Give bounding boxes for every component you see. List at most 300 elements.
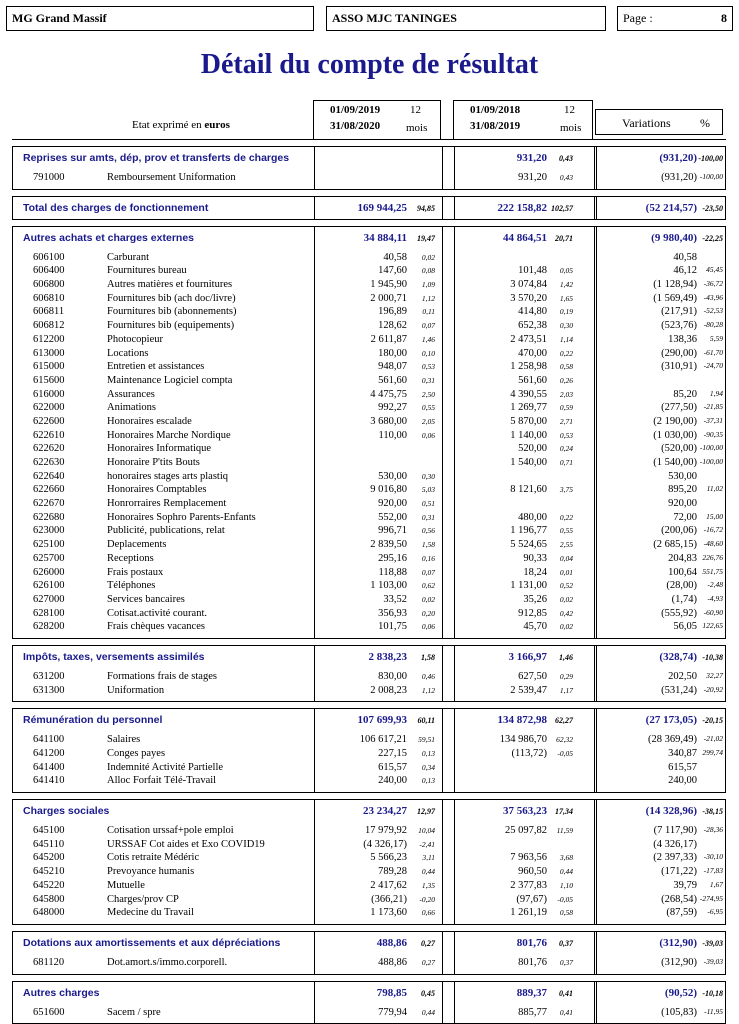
account-code: 645210 xyxy=(33,866,65,878)
section-spacer xyxy=(13,185,725,189)
table-row xyxy=(13,879,725,893)
cell-p1: 0,51 xyxy=(421,499,435,509)
section-header-row xyxy=(13,800,725,824)
cell-n3: 202,50 xyxy=(668,670,697,682)
account-label: Frais postaux xyxy=(107,566,164,578)
table-row xyxy=(13,415,725,429)
cell-n2: 5 524,65 xyxy=(510,539,547,551)
table-row xyxy=(13,538,725,552)
cell-n2: 2 539,47 xyxy=(510,684,547,696)
account-code: 606811 xyxy=(33,306,65,318)
cell-p1: 5,03 xyxy=(421,485,435,495)
account-label: Alloc Forfait Télé-Travail xyxy=(107,775,217,787)
cell-n3: (290,00) xyxy=(661,347,697,359)
cell-n3: 530,00 xyxy=(668,470,697,482)
cell-n2: 8 121,60 xyxy=(510,484,547,496)
section-total-p3: -22,25 xyxy=(702,233,723,243)
section-total-p1: 1,58 xyxy=(421,652,435,662)
section-total-p1: 19,47 xyxy=(417,233,435,243)
cell-n3: 39,79 xyxy=(673,879,697,891)
table-row xyxy=(13,429,725,443)
account-label: Honoraire P'tits Bouts xyxy=(107,457,200,468)
cell-p2: 0,53 xyxy=(559,430,573,440)
account-label: Honoraires Informatique xyxy=(107,443,212,455)
cell-p2: 0,02 xyxy=(559,622,573,632)
period-current-months-label: mois xyxy=(406,122,428,134)
cell-p1: 3,11 xyxy=(422,853,435,863)
section-total-n3: (312,90) xyxy=(659,936,697,949)
account-code: 626100 xyxy=(33,580,65,592)
account-code: 606812 xyxy=(33,320,65,332)
section-block xyxy=(12,799,726,925)
cell-n1: 561,60 xyxy=(378,374,407,386)
section-total-p1: 0,27 xyxy=(421,938,435,948)
table-row xyxy=(13,511,725,525)
section-total-p1: 12,97 xyxy=(417,807,435,817)
account-code: 616000 xyxy=(33,388,65,400)
cell-p1: 0,66 xyxy=(421,908,435,918)
cell-p1: -2,41 xyxy=(419,839,435,849)
cell-n2: 4 390,55 xyxy=(510,388,547,400)
section-total-n3: (931,20) xyxy=(659,152,697,164)
section-total-p2: 102,57 xyxy=(551,203,573,213)
table-row xyxy=(13,360,725,374)
account-label: Fournitures bureau xyxy=(107,265,187,277)
section-total-p3: -38,15 xyxy=(702,807,723,817)
account-label: Salaires xyxy=(107,734,141,746)
cell-n3: (2 397,33) xyxy=(653,852,697,864)
cell-p2: 2,55 xyxy=(559,540,573,550)
section-block xyxy=(12,931,726,975)
cell-p2: 0,58 xyxy=(559,908,573,918)
cell-n3: 85,20 xyxy=(673,388,697,400)
account-code: 631300 xyxy=(33,684,65,696)
cell-p3: -48,60 xyxy=(703,539,723,549)
period-previous-months-label: mois xyxy=(560,122,582,134)
cell-p3: -100,00 xyxy=(699,457,723,466)
cell-p2: 0,59 xyxy=(559,403,573,413)
section-total-p1: 0,45 xyxy=(421,988,435,998)
cell-p3: -37,31 xyxy=(703,415,723,425)
cell-n1: 128,62 xyxy=(378,320,407,332)
cell-p2: 0,02 xyxy=(559,594,573,604)
table-row xyxy=(13,171,725,185)
cell-p3: -90,35 xyxy=(703,429,723,439)
table-row xyxy=(13,264,725,278)
cell-n2: 912,85 xyxy=(518,607,547,619)
account-label: Cotisat.activité courant. xyxy=(107,607,208,619)
account-code: 791000 xyxy=(33,172,65,183)
section-total-p3: -10,18 xyxy=(702,988,723,998)
account-code: 645110 xyxy=(33,838,65,850)
cell-p1: 0,07 xyxy=(421,567,435,577)
account-label: Formations frais de stages xyxy=(107,670,217,682)
cell-n3: (4 326,17) xyxy=(653,838,697,850)
cell-p1: 0,10 xyxy=(421,348,435,358)
cell-p1: 10,04 xyxy=(418,826,435,836)
cell-p1: 1,46 xyxy=(421,334,435,344)
cell-p3: -61,70 xyxy=(703,347,723,357)
cell-n3: (28 369,49) xyxy=(648,734,697,746)
table-row xyxy=(13,319,725,333)
cell-n1: 615,57 xyxy=(378,761,407,773)
cell-n1: 552,00 xyxy=(378,511,407,523)
cell-p2: 0,24 xyxy=(559,444,573,454)
cell-n2: 1 261,19 xyxy=(510,907,547,919)
cell-n3: 72,00 xyxy=(673,511,697,523)
cell-p2: 0,19 xyxy=(559,307,573,317)
cell-n3: (200,06) xyxy=(661,525,697,537)
cell-p1: 0,07 xyxy=(421,321,435,331)
cell-n3: (523,76) xyxy=(661,320,697,332)
section-block xyxy=(12,645,726,702)
cell-n3: (87,59) xyxy=(666,907,697,919)
cell-p3: 15,00 xyxy=(706,511,723,521)
cell-p1: 0,62 xyxy=(421,581,435,591)
cell-n3: 100,64 xyxy=(668,566,697,578)
account-label: Publicité, publications, relat xyxy=(107,525,225,537)
account-code: 615600 xyxy=(33,374,65,386)
section-total-n3: (90,52) xyxy=(664,986,697,999)
section-total-p2: 0,43 xyxy=(559,154,573,163)
cell-p1: 0,20 xyxy=(421,608,435,618)
account-label: Assurances xyxy=(107,388,155,400)
cell-p2: 0,22 xyxy=(559,348,573,358)
table-row xyxy=(13,524,725,538)
cell-p3: -4,93 xyxy=(707,593,723,603)
company-box xyxy=(6,6,314,31)
cell-n1: 106 617,21 xyxy=(359,734,407,746)
cell-n3: (2 190,00) xyxy=(653,415,697,427)
cell-n2: 45,70 xyxy=(523,621,547,633)
cell-n1: 33,52 xyxy=(383,593,407,605)
account-code: 641400 xyxy=(33,761,65,773)
cell-p2: 0,37 xyxy=(559,957,573,967)
section-total-p1: 94,85 xyxy=(417,203,435,213)
table-row xyxy=(13,607,725,621)
cell-n3: 40,58 xyxy=(673,251,697,263)
cell-p1: 2,05 xyxy=(421,416,435,426)
cell-p3: 226,76 xyxy=(702,552,723,562)
cell-n1: 2 839,50 xyxy=(370,539,407,551)
cell-n1: 17 979,92 xyxy=(365,825,407,837)
cell-n3: 138,36 xyxy=(668,333,697,345)
account-label: Receptions xyxy=(107,552,154,564)
cell-p1: 0,02 xyxy=(421,594,435,604)
section-header-row xyxy=(13,932,725,956)
cell-n1: 530,00 xyxy=(378,470,407,482)
cell-p1: 0,13 xyxy=(421,776,435,786)
cell-p3: 11,02 xyxy=(706,484,723,494)
cell-p3: -21,02 xyxy=(703,734,723,744)
cell-p1: 0,13 xyxy=(421,749,435,758)
cell-n1: 3 680,00 xyxy=(370,415,407,427)
section-spacer xyxy=(13,634,725,638)
table-row xyxy=(13,347,725,361)
account-label: Honoraires Comptables xyxy=(107,484,207,496)
account-code: 641200 xyxy=(33,748,65,759)
table-row xyxy=(13,333,725,347)
section-total-p2: 62,27 xyxy=(555,716,573,726)
period-previous-end: 31/08/2019 xyxy=(470,120,521,132)
cell-p3: -17,83 xyxy=(703,866,723,876)
cell-p1: 1,12 xyxy=(421,293,435,303)
cell-n2: 414,80 xyxy=(518,306,547,318)
cell-p1: 0,27 xyxy=(421,957,435,967)
cell-n3: (277,50) xyxy=(661,402,697,414)
cell-n1: 830,00 xyxy=(378,670,407,682)
account-label: Uniformation xyxy=(107,684,165,696)
cell-n2: 18,24 xyxy=(523,566,547,578)
cell-n1: 488,86 xyxy=(378,956,407,968)
section-spacer xyxy=(13,970,725,974)
account-code: 613000 xyxy=(33,347,65,359)
cell-p2: 0,04 xyxy=(559,553,573,563)
table-row xyxy=(13,278,725,292)
section-block xyxy=(12,226,726,639)
section-spacer xyxy=(13,1019,725,1023)
cell-n3: (312,90) xyxy=(661,956,697,968)
account-code: 648000 xyxy=(33,907,65,919)
cell-n3: (1 569,49) xyxy=(653,292,697,304)
cell-p3: -11,95 xyxy=(704,1006,723,1016)
cell-p1: 1,35 xyxy=(421,880,435,890)
account-label: Fournitures bib (abonnements) xyxy=(107,306,237,318)
cell-n1: 5 566,23 xyxy=(370,852,407,864)
cell-n1: 118,88 xyxy=(378,566,407,578)
cell-n2: 134 986,70 xyxy=(499,734,547,746)
section-name: Autres charges xyxy=(23,986,100,999)
account-label: Charges/prov CP xyxy=(107,893,179,905)
cell-p1: 0,31 xyxy=(421,375,435,385)
account-label: Medecine du Travail xyxy=(107,907,194,919)
account-label: Fournitures bib (ach doc/livre) xyxy=(107,292,236,304)
section-total-n1: 23 234,27 xyxy=(363,805,407,818)
cell-n1: 196,89 xyxy=(378,306,407,318)
cell-n1: 4 475,75 xyxy=(370,388,407,400)
section-header-row xyxy=(13,709,725,733)
cell-p2: 0,58 xyxy=(559,362,573,372)
cell-p1: 1,09 xyxy=(421,280,435,290)
company-name: MG Grand Massif xyxy=(12,11,107,25)
account-code: 612200 xyxy=(33,333,65,345)
table-row xyxy=(13,838,725,852)
account-code: 628200 xyxy=(33,621,65,633)
cell-p1: 0,06 xyxy=(421,430,435,440)
section-block xyxy=(12,146,726,190)
section-total-n1: 169 944,25 xyxy=(357,201,407,214)
cell-p1: 0,55 xyxy=(421,403,435,413)
cell-n1: 920,00 xyxy=(378,498,407,510)
cell-n1: 996,71 xyxy=(378,525,407,537)
cell-p3: 45,45 xyxy=(706,265,723,275)
cell-p2: 1,14 xyxy=(559,334,573,344)
account-code: 606100 xyxy=(33,251,65,263)
cell-n3: 895,20 xyxy=(668,484,697,496)
cell-n2: 1 258,98 xyxy=(510,361,547,373)
table-row xyxy=(13,470,725,484)
table-row xyxy=(13,824,725,838)
cell-p3: 299,74 xyxy=(702,748,723,757)
section-total-p2: 17,34 xyxy=(555,807,573,817)
cell-p1: 0,02 xyxy=(421,252,435,262)
cell-n2: 470,00 xyxy=(518,347,547,359)
table-row xyxy=(13,497,725,511)
percent-label: % xyxy=(700,116,710,130)
cell-p3: -43,96 xyxy=(703,292,723,302)
cell-p1: 0,44 xyxy=(421,1007,435,1017)
cell-p1: 0,30 xyxy=(421,471,435,481)
cell-p3: 5,59 xyxy=(709,333,723,343)
section-total-n3: (328,74) xyxy=(659,650,697,663)
cell-n2: 801,76 xyxy=(518,956,547,968)
table-row xyxy=(13,579,725,593)
cell-p2: 0,43 xyxy=(559,173,573,182)
table-row xyxy=(13,442,725,456)
unit-value: euros xyxy=(204,119,230,131)
account-label: honoraires stages arts plastiq xyxy=(107,470,229,482)
account-code: 627000 xyxy=(33,593,65,605)
account-label: Cotis retraite Médéric xyxy=(107,852,200,864)
cell-n3: (1 128,94) xyxy=(653,279,697,291)
section-name: Impôts, taxes, versements assimilés xyxy=(23,650,205,663)
cell-n3: (105,83) xyxy=(661,1006,697,1018)
account-code: 651600 xyxy=(33,1006,65,1018)
section-total-n2: 222 158,82 xyxy=(497,201,547,214)
section-total-p3: -39,03 xyxy=(702,938,723,948)
cell-p2: 1,65 xyxy=(559,293,573,303)
cell-n2: 101,48 xyxy=(518,265,547,277)
cell-p1: 0,08 xyxy=(421,266,435,276)
cell-n1: 180,00 xyxy=(378,347,407,359)
cell-n2: 90,33 xyxy=(523,552,547,564)
section-total-n2: 889,37 xyxy=(516,986,547,999)
cell-p3: -28,36 xyxy=(703,825,723,835)
cell-p2: 3,68 xyxy=(559,853,573,863)
cell-n2: 931,20 xyxy=(518,172,547,183)
cell-n1: 9 016,80 xyxy=(370,484,407,496)
table-row xyxy=(13,865,725,879)
cell-p3: -100,00 xyxy=(699,172,723,181)
cell-n2: 5 870,00 xyxy=(510,415,547,427)
account-label: Prevoyance humanis xyxy=(107,866,195,878)
page-title: Détail du compte de résultat xyxy=(200,49,539,80)
account-label: Animations xyxy=(107,402,156,414)
section-spacer xyxy=(13,920,725,924)
cell-n3: (171,22) xyxy=(661,866,697,878)
period-previous xyxy=(453,100,593,140)
account-label: URSSAF Cot aides et Exo COVID19 xyxy=(107,838,265,850)
cell-p3: -36,72 xyxy=(703,279,723,289)
section-total-n2: 37 563,23 xyxy=(503,805,547,818)
cell-n3: 240,00 xyxy=(668,775,697,787)
cell-p2: 11,59 xyxy=(556,826,573,836)
account-label: Honoraires escalade xyxy=(107,415,192,427)
cell-p2: 1,17 xyxy=(559,685,573,695)
table-row xyxy=(13,456,725,470)
account-code: 622640 xyxy=(33,470,65,482)
section-name: Rémunération du personnel xyxy=(23,714,163,727)
cell-n3: (520,00) xyxy=(661,443,697,455)
cell-n1: 356,93 xyxy=(378,607,407,619)
section-block xyxy=(12,981,726,1024)
account-label: Maintenance Logiciel compta xyxy=(107,374,233,386)
cell-n1: 948,07 xyxy=(378,361,407,373)
cell-p3: -60,90 xyxy=(703,607,723,617)
cell-n1: (366,21) xyxy=(371,893,407,905)
cell-p2: 0,01 xyxy=(559,567,573,577)
account-label: Deplacements xyxy=(107,539,167,551)
cell-n1: 227,15 xyxy=(378,748,407,759)
cell-n2: 7 963,56 xyxy=(510,852,547,864)
cell-p1: 1,12 xyxy=(421,685,435,695)
period-current xyxy=(313,100,441,140)
account-label: Fournitures bib (equipements) xyxy=(107,320,235,332)
cell-p1: 0,11 xyxy=(422,307,435,317)
cell-n2: 1 540,00 xyxy=(510,457,547,468)
section-total-n1: 34 884,11 xyxy=(363,231,407,244)
table-row xyxy=(13,305,725,319)
cell-p1: 59,51 xyxy=(418,735,435,745)
section-total-n3: (27 173,05) xyxy=(645,714,697,727)
section-spacer xyxy=(13,697,725,701)
cell-p3: 32,27 xyxy=(706,670,723,680)
unit-label-text: Etat exprimé en xyxy=(132,119,202,131)
cell-p2: 0,30 xyxy=(559,321,573,331)
section-header-row xyxy=(13,982,725,1006)
result-sections xyxy=(12,146,726,1024)
cell-p3: -21,85 xyxy=(703,402,723,412)
section-total-p2: 20,71 xyxy=(555,233,573,243)
table-row xyxy=(13,401,725,415)
cell-n2: 35,26 xyxy=(523,593,547,605)
account-label: Carburant xyxy=(107,251,149,263)
cell-p2: 3,75 xyxy=(559,485,573,495)
table-row xyxy=(13,956,725,970)
section-total-p3: -20,15 xyxy=(702,716,723,726)
section-spacer xyxy=(13,788,725,792)
account-label: Mutuelle xyxy=(107,879,145,891)
page-box xyxy=(617,6,733,31)
cell-p1: 0,53 xyxy=(421,362,435,372)
section-total-p2: 1,46 xyxy=(559,652,573,662)
section-total-n1: 488,86 xyxy=(376,936,407,949)
account-code: 615000 xyxy=(33,361,65,373)
account-code: 645200 xyxy=(33,852,65,864)
account-label: Frais chèques vacances xyxy=(107,621,205,633)
cell-n2: (97,67) xyxy=(516,893,547,905)
account-code: 622610 xyxy=(33,429,65,441)
cell-n1: 1 173,60 xyxy=(370,907,407,919)
cell-n3: 615,57 xyxy=(668,761,697,773)
account-code: 645220 xyxy=(33,879,65,891)
table-row xyxy=(13,851,725,865)
cell-p1: 0,44 xyxy=(421,867,435,877)
section-header-row xyxy=(13,147,725,171)
section-header-row xyxy=(13,646,725,670)
cell-n2: 652,38 xyxy=(518,320,547,332)
table-row xyxy=(13,1006,725,1020)
account-code: 623000 xyxy=(33,525,65,537)
cell-n3: 204,83 xyxy=(668,552,697,564)
cell-p2: 0,42 xyxy=(559,608,573,618)
cell-n2: 1 269,77 xyxy=(510,402,547,414)
cell-n3: (1 030,00) xyxy=(653,429,697,441)
cell-n1: 1 945,90 xyxy=(370,279,407,291)
cell-n1: 2 417,62 xyxy=(370,879,407,891)
cell-p1: 2,50 xyxy=(421,389,435,399)
cell-p3: -16,72 xyxy=(703,525,723,535)
